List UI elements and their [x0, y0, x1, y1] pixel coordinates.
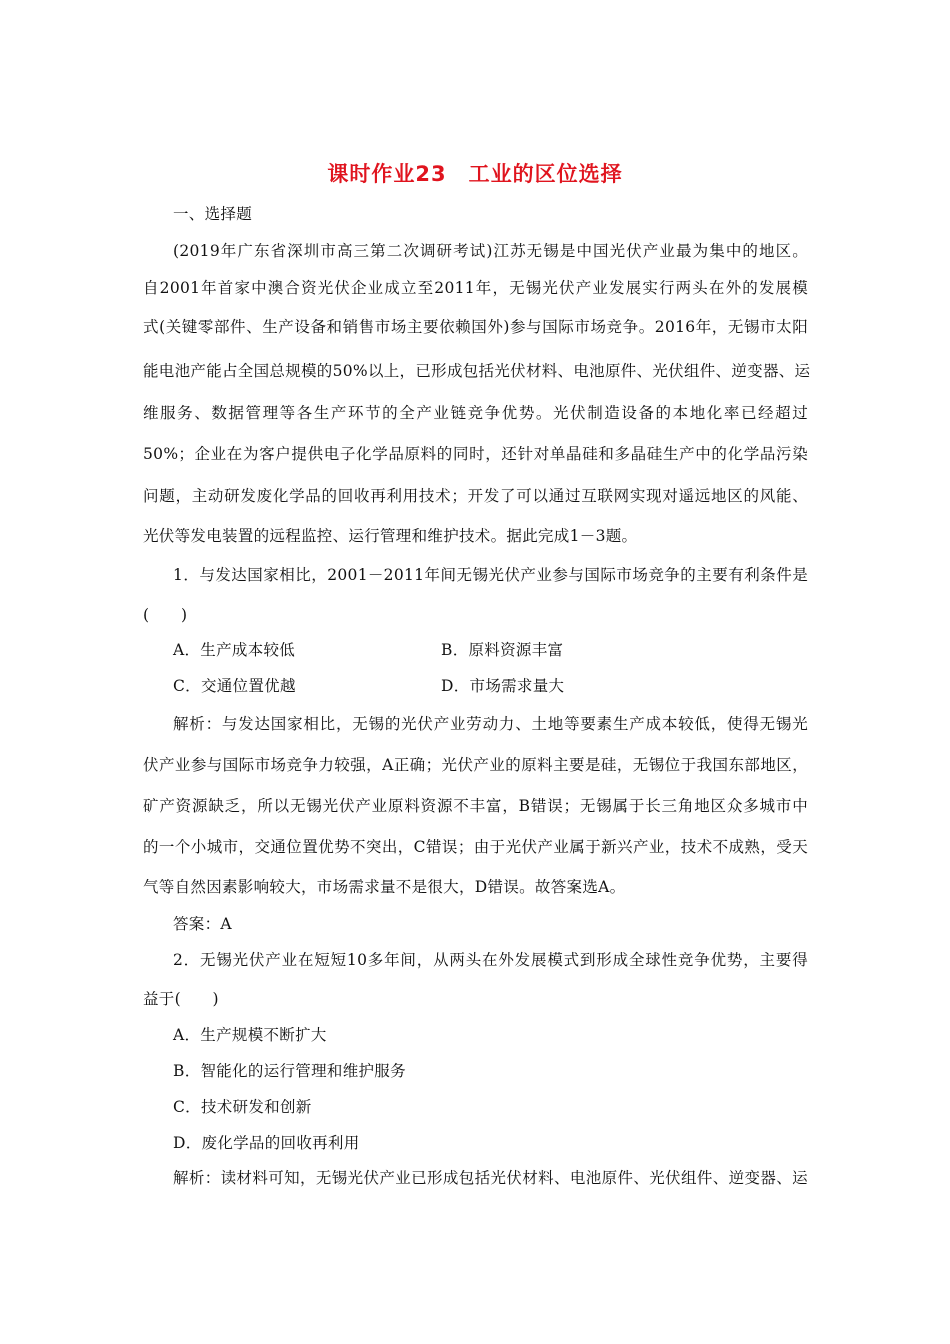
passage-line: 问题，主动研发废化学品的回收再利用技术；开发了可以通过互联网实现对遥远地区的风能、 [143, 487, 808, 505]
passage-line: 自2001年首家中澳合资光伏企业成立至2011年，无锡光伏产业发展实行两头在外的发展模 [143, 279, 808, 297]
question-2-option-b: B．智能化的运行管理和维护服务 [173, 1062, 406, 1080]
question-1-option-c: C．交通位置优越 [173, 677, 296, 695]
passage-line: 光伏等发电装置的远程监控、运行管理和维护技术。据此完成1－3题。 [143, 527, 638, 545]
question-2-stem: 2．无锡光伏产业在短短10多年间，从两头在外发展模式到形成全球性竞争优势，主要得 [173, 951, 808, 969]
question-1-bracket: ( ) [143, 606, 188, 624]
question-1-explanation-line: 的一个小城市，交通位置优势不突出，C错误；由于光伏产业属于新兴产业，技术不成熟，受天 [143, 838, 808, 856]
question-1-option-d: D．市场需求量大 [441, 677, 565, 695]
question-1-explanation-line: 伏产业参与国际市场竞争力较强，A正确；光伏产业的原料主要是硅，无锡位于我国东部地区， [143, 756, 808, 774]
question-1-explanation-line: 矿产资源缺乏，所以无锡光伏产业原料资源不丰富，B错误；无锡属于长三角地区众多城市中 [143, 797, 808, 815]
question-2-option-a: A．生产规模不断扩大 [173, 1026, 327, 1044]
passage-line: (2019年广东省深圳市高三第二次调研考试)江苏无锡是中国光伏产业最为集中的地区。 [173, 242, 808, 260]
question-1-option-b: B．原料资源丰富 [441, 641, 564, 659]
question-1-option-a: A．生产成本较低 [173, 641, 296, 659]
question-1-stem: 1．与发达国家相比，2001－2011年间无锡光伏产业参与国际市场竞争的主要有利条件是 [173, 566, 808, 584]
passage-line: 50%；企业在为客户提供电子化学品原料的同时，还针对单晶硅和多晶硅生产中的化学品污染 [143, 445, 808, 463]
page-title: 课时作业23 工业的区位选择 [327, 162, 623, 186]
section-heading: 一、选择题 [173, 205, 253, 223]
question-1-explanation-line: 气等自然因素影响较大，市场需求量不是很大，D错误。故答案选A。 [143, 878, 626, 896]
passage-line: 维服务、数据管理等各生产环节的全产业链竞争优势。光伏制造设备的本地化率已经超过 [143, 404, 808, 422]
question-1-explanation-line: 解析：与发达国家相比，无锡的光伏产业劳动力、土地等要素生产成本较低，使得无锡光 [173, 715, 808, 733]
question-2-option-d: D．废化学品的回收再利用 [173, 1134, 360, 1152]
question-2-bracket: 益于( ) [143, 990, 219, 1008]
question-2-explanation-line: 解析：读材料可知，无锡光伏产业已形成包括光伏材料、电池原件、光伏组件、逆变器、运 [173, 1169, 808, 1187]
passage-line: 能电池产能占全国总规模的50%以上，已形成包括光伏材料、电池原件、光伏组件、逆变器、运 [143, 362, 811, 380]
question-1-answer: 答案：A [173, 915, 232, 933]
passage-line: 式(关键零部件、生产设备和销售市场主要依赖国外)参与国际市场竞争。2016年，无锡市太阳 [143, 318, 808, 336]
question-2-option-c: C．技术研发和创新 [173, 1098, 312, 1116]
